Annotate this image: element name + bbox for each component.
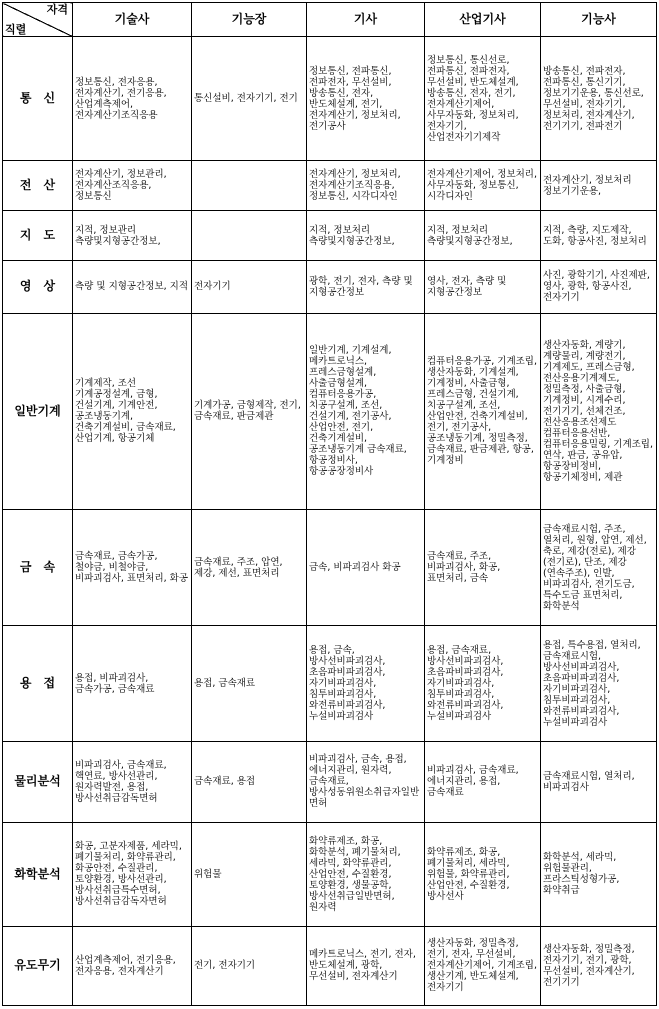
row-header: 금 속: [3, 509, 73, 625]
table-cell: 용접, 비파괴검사, 금속가공, 금속재료: [73, 626, 192, 742]
table-cell: 전자계산기제어, 정보처리, 사무자동화, 정보통신, 시각디자인: [425, 161, 541, 211]
qualification-table: [2, 2, 657, 1006]
table-cell: 전자계산기, 정보처리, 전자계산기조직응용, 정보통신, 시각디자인: [307, 161, 425, 211]
table-row: [3, 37, 657, 161]
column-header: 기사: [307, 3, 425, 37]
table-cell: 생산자동화, 계량기, 계량물리, 계량전기, 기계제도, 프레스금형, 전산응용기계제도, 정밀측정, 사출금형, 기계정비, 시계수리, 전기기기, 선체건조, 전산응용조선제도 컴퓨터응용선반, 컴퓨터응용밀링, 기계조립, 연삭, 판금, 공유압, 항공장비정비, 항공기체정비, 제관: [541, 313, 657, 509]
table-cell: 측량 및 지형공간정보, 지적: [73, 261, 192, 313]
table-cell: 전자기기: [192, 261, 307, 313]
column-header: 기능사: [541, 3, 657, 37]
table-cell: 방송통신, 전파전자, 전파통신, 통신기기, 정보기기운용, 통신선로, 무선설비, 전자기기, 정보처리, 전자계산기, 전기기기, 전파전기: [541, 37, 657, 161]
table-cell: 화약류제조, 화공, 화학분석, 폐기물처리, 세라믹, 화약류관리, 산업안전, 수질환경, 토양환경, 생물공학, 방사선취급일반면허, 원자력: [307, 822, 425, 926]
table-row: [3, 626, 657, 742]
table-cell: 메카트로닉스, 전기, 전자, 반도체설계, 광학, 무선설비, 전자계산기: [307, 926, 425, 1005]
table-cell: 비파괴검사, 금속재료, 에너지관리, 용접, 금속재료: [425, 742, 541, 822]
table-cell: 용접, 금속재료, 방사선비파괴검사, 초음파비파괴검사, 자기비파괴검사, 침투비파괴검사, 와전류비파괴검사, 누설비파괴검사: [425, 626, 541, 742]
table-cell: 지적, 정보처리 측량및지형공간정보,: [307, 211, 425, 261]
corner-label-qualification: 자격: [46, 3, 68, 16]
table-cell: 정보통신, 통신선로, 전파통신, 전파전자, 무선설비, 반도체설계, 방송통신, 전자, 전기, 전자계산기제어, 사무자동화, 정보처리, 전자기기, 산업전자기기제작: [425, 37, 541, 161]
table-cell: 금속재료시험, 열처리, 비파괴검사: [541, 742, 657, 822]
table-cell: 컴퓨터응용가공, 기계조립, 생산자동화, 기계설계, 기계정비, 사출금형, 프레스금형, 건설기계, 치공구설계, 조선, 산업안전, 건축기계설비, 전기, 전기공사, 공조냉동기계, 정밀측정, 금속재료, 판금제관, 항공, 기계정비: [425, 313, 541, 509]
table-cell: 생산자동화, 정밀측정, 전자기기, 전기, 광학, 무선설비, 전자계산기, 전기기기: [541, 926, 657, 1005]
table-row: [3, 161, 657, 211]
table-cell: 전기, 전자기기: [192, 926, 307, 1005]
table-cell: 금속, 비파괴검사 화공: [307, 509, 425, 625]
table-cell: 화학분석, 세라믹, 위험물관리, 프라스틱성형가공, 화약취급: [541, 822, 657, 926]
row-header: 영 상: [3, 261, 73, 313]
table-cell: 화공, 고분자제품, 세라믹, 폐기물처리, 화약류관리, 화공안전, 수질관리, 토양환경, 방사선관리, 방사선취급특수면허, 방사선취급감독자면허: [73, 822, 192, 926]
row-header: 물리분석: [3, 742, 73, 822]
table-cell: 용접, 금속재료: [192, 626, 307, 742]
corner-cell: [3, 3, 73, 37]
table-row: [3, 742, 657, 822]
table-cell: 전자계산기, 정보처리 정보기기운용,: [541, 161, 657, 211]
table-cell: 금속재료, 주조, 비파괴검사, 화공, 표면처리, 금속: [425, 509, 541, 625]
table-row: [3, 926, 657, 1005]
table-row: [3, 313, 657, 509]
table-cell: 영사, 전자, 측량 및 지형공간정보: [425, 261, 541, 313]
table-cell: 산업계측제어, 전기응용, 전자응용, 전자계산기: [73, 926, 192, 1005]
table-cell: [192, 211, 307, 261]
table-cell: 위험물: [192, 822, 307, 926]
table-row: [3, 211, 657, 261]
table-cell: 지적, 측량, 지도제작, 도화, 항공사진, 정보처리: [541, 211, 657, 261]
corner-label-series: 직렬: [5, 23, 27, 36]
column-header: 기능장: [192, 3, 307, 37]
table-cell: 지적, 정보관리 측량및지형공간정보,: [73, 211, 192, 261]
row-header: 일반기계: [3, 313, 73, 509]
row-header: 유도무기: [3, 926, 73, 1005]
table-cell: 통신설비, 전자기기, 전기: [192, 37, 307, 161]
table-cell: 정보통신, 전자응용, 전자계산기, 전기응용, 산업계측제어, 전자계산기조직응용: [73, 37, 192, 161]
table-cell: 비파괴검사, 금속재료, 핵연료, 방사선관리, 원자력발전, 용접, 방사선취급감독면허: [73, 742, 192, 822]
table-cell: 금속재료, 용접: [192, 742, 307, 822]
table-row: [3, 261, 657, 313]
row-header: 화학분석: [3, 822, 73, 926]
header-row: [3, 3, 657, 37]
table-cell: 기계가공, 금형제작, 전기, 금속재료, 판금제관: [192, 313, 307, 509]
table-cell: 비파괴검사, 금속, 용접, 에너지관리, 원자력, 금속재료, 방사성동위원소취급자일반면허: [307, 742, 425, 822]
row-header: 통 신: [3, 37, 73, 161]
table-cell: 전자계산기, 정보관리, 전자계산조직응용, 정보통신: [73, 161, 192, 211]
table-cell: [192, 161, 307, 211]
row-header: 용 접: [3, 626, 73, 742]
column-header: 기술사: [73, 3, 192, 37]
table-cell: 생산자동화, 정밀측정, 전기, 전자, 무선설비, 전자계산기제어, 기계조립, 생산기계, 반도체설계, 전자기기: [425, 926, 541, 1005]
row-header: 지 도: [3, 211, 73, 261]
table-row: [3, 822, 657, 926]
column-header: 산업기사: [425, 3, 541, 37]
table-cell: 지적, 정보처리 측량및지형공간정보,: [425, 211, 541, 261]
table-cell: 사진, 광학기기, 사진제판, 영사, 광학, 항공사진, 전자기기: [541, 261, 657, 313]
table-cell: 금속재료, 금속가공, 철야금, 비철야금, 비파괴검사, 표면처리, 화공: [73, 509, 192, 625]
table-cell: 화약류제조, 화공, 폐기물처리, 세라믹, 위험물, 화약류관리, 산업안전, 수질환경, 방사선사: [425, 822, 541, 926]
table-cell: 기계제작, 조선 기계공정설계, 금형, 건설기계, 기계안전, 공조냉동기계, 건축기계설비, 금속재료, 산업기계, 항공기체: [73, 313, 192, 509]
table-row: [3, 509, 657, 625]
table-cell: 정보통신, 전파통신, 전파전자, 무선설비, 방송통신, 전자, 반도체설계, 전기, 전자계산기, 정보처리, 전기공사: [307, 37, 425, 161]
table-cell: 용접, 금속, 방사선비파괴검사, 초음파비파괴검사, 자기비파괴검사, 침투비파괴검사, 와전류비파괴검사, 누설비파괴검사: [307, 626, 425, 742]
table-cell: 일반기계, 기계설계, 메카트로닉스, 프레스금형설계, 사출금형설계, 컴퓨터응용가공, 치공구설계, 조선, 건설기계, 전기공사, 산업안전, 전기, 건축기계설비, 공조냉동기계 금속재료, 항공정비사, 항공공장정비사: [307, 313, 425, 509]
table-cell: 금속재료시험, 주조, 열처리, 원형, 압연, 제선, 축로, 제강(전로), 제강(전기로), 단조, 제강(연속주조), 인발, 비파괴검사, 전기도금, 특수도금 표면처리, 화학분석: [541, 509, 657, 625]
row-header: 전 산: [3, 161, 73, 211]
table-cell: 금속재료, 주조, 압연, 제강, 제선, 표면처리: [192, 509, 307, 625]
table-cell: 용접, 특수용접, 열처리, 금속재료시험, 방사선비파괴검사, 초음파비파괴검사, 자기비파괴검사, 침투비파괴검사, 와전류비파괴검사, 누설비파괴검사: [541, 626, 657, 742]
table-cell: 광학, 전기, 전자, 측량 및 지형공간정보: [307, 261, 425, 313]
